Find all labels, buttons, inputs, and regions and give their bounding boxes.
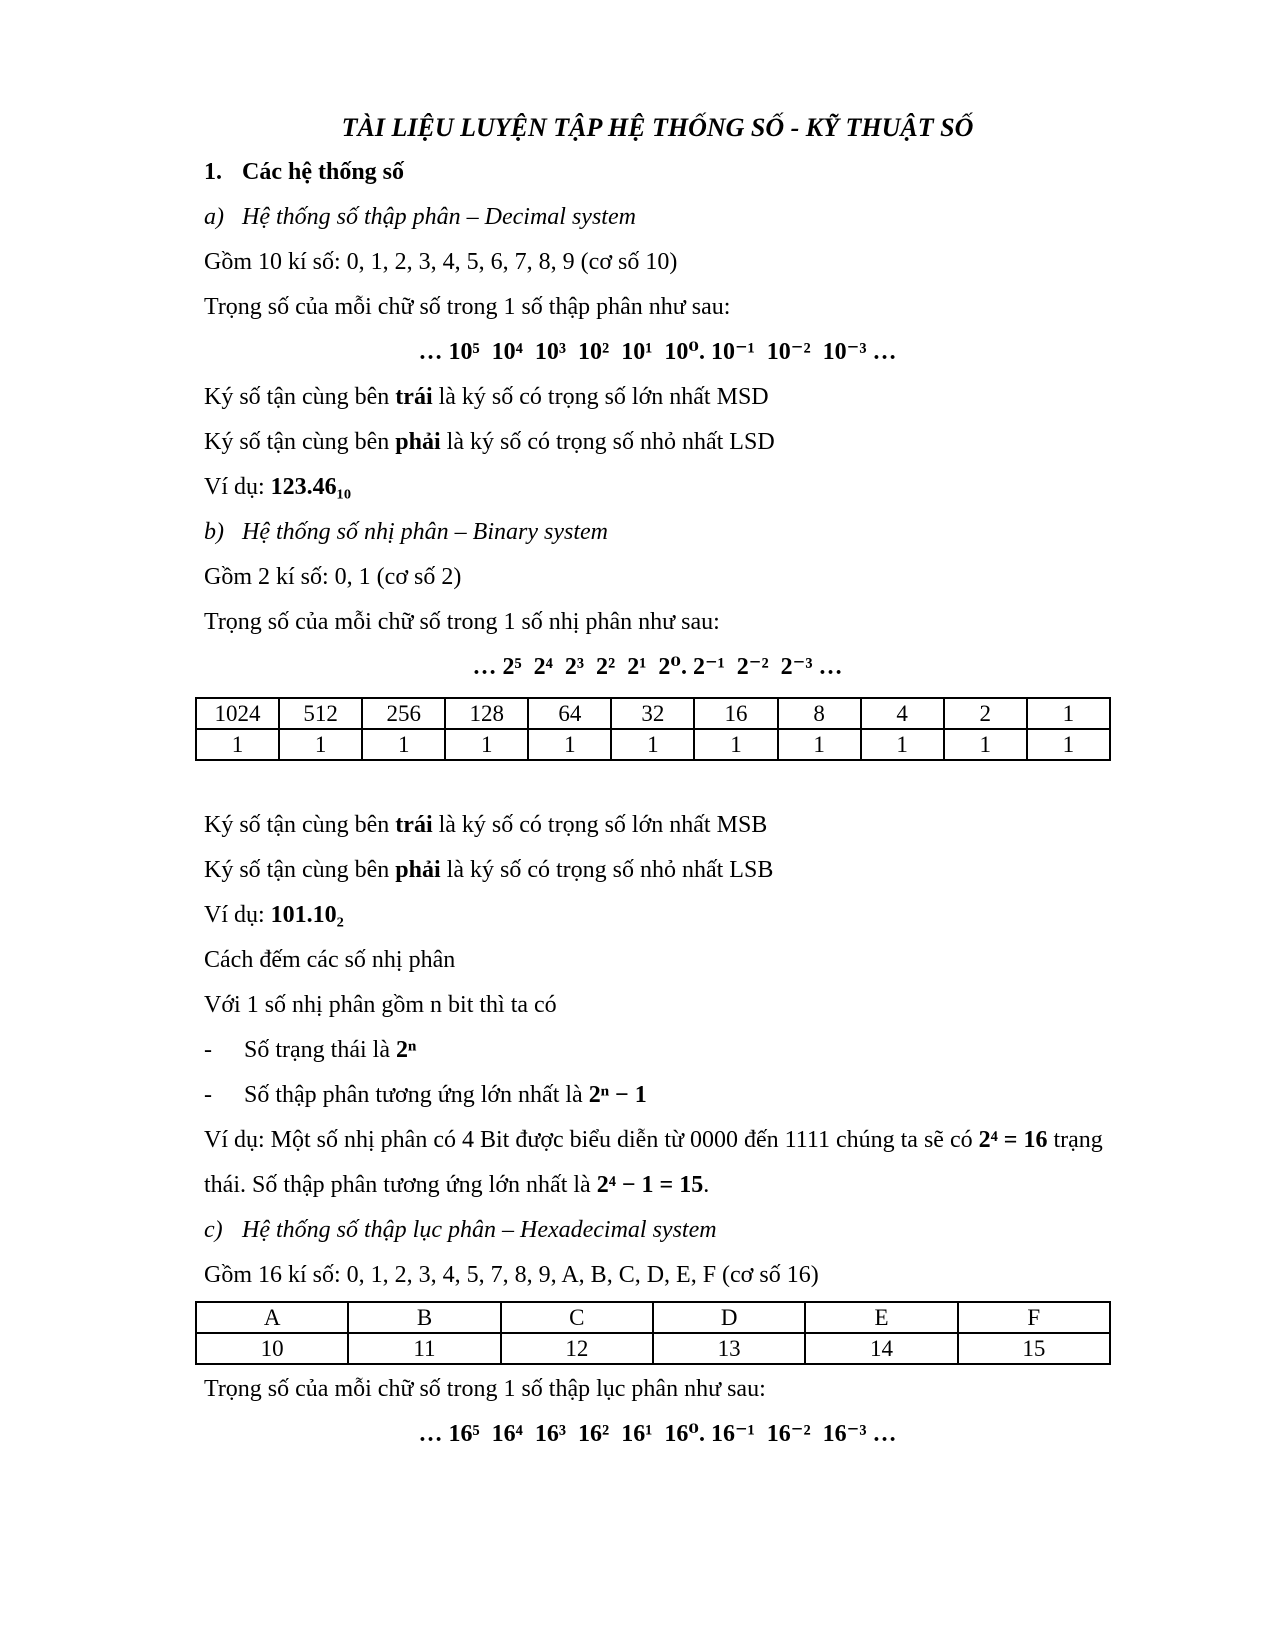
table-cell: 1 bbox=[944, 729, 1027, 760]
table-cell: B bbox=[348, 1302, 500, 1333]
binary-bits-row bbox=[196, 729, 1110, 760]
table-cell: D bbox=[653, 1302, 805, 1333]
subsection-a-title: Hệ thống số thập phân – Decimal system bbox=[242, 204, 636, 230]
table-cell: 128 bbox=[445, 698, 528, 729]
bullet-max-decimal bbox=[204, 1073, 1111, 1118]
binary-counting-title: Cách đếm các số nhị phân bbox=[204, 947, 456, 973]
section-1-title: Các hệ thống số bbox=[242, 159, 405, 185]
table-cell: 1 bbox=[279, 729, 362, 760]
example4-math-3: 2⁴ − 1 = 15 bbox=[596, 1172, 704, 1198]
binary-4bit-example bbox=[204, 1118, 1111, 1208]
binary-example-label: Ví dụ: bbox=[204, 902, 271, 928]
lsb-note-suffix: là ký số có trọng số nhỏ nhất LSB bbox=[440, 857, 774, 883]
lsb-bold-word: phải bbox=[395, 857, 441, 883]
table-cell: 1 bbox=[1027, 729, 1110, 760]
table-cell: 1 bbox=[611, 729, 694, 760]
msd-note-suffix: là ký số có trọng số lớn nhất MSD bbox=[432, 384, 769, 410]
lsb-note-prefix: Ký số tận cùng bên bbox=[204, 857, 396, 883]
msd-bold-word: trái bbox=[395, 384, 433, 410]
table-cell: 15 bbox=[958, 1333, 1110, 1364]
binary-digits-paragraph: Gồm 2 kí số: 0, 1 (cơ số 2) bbox=[204, 564, 462, 590]
table-cell: 1 bbox=[196, 729, 279, 760]
binary-weights-intro: Trọng số của mỗi chữ số trong 1 số nhị phân như sau: bbox=[204, 609, 720, 635]
decimal-example-value: 123.46₁₀ bbox=[270, 474, 352, 500]
subsection-c-heading bbox=[204, 1208, 1111, 1253]
msb-note-prefix: Ký số tận cùng bên bbox=[204, 812, 396, 838]
binary-counting-intro: Với 1 số nhị phân gồm n bit thì ta có bbox=[204, 992, 557, 1018]
table-cell: 16 bbox=[694, 698, 777, 729]
example4-math-1: 2⁴ = bbox=[978, 1127, 1018, 1153]
table-cell: 1 bbox=[528, 729, 611, 760]
subsection-b-heading bbox=[204, 510, 1111, 555]
example4-text-4: . bbox=[703, 1172, 710, 1198]
example4-text-1: Ví dụ: Một số nhị phân có 4 Bit được biểu diễn từ 0000 đến 1111 chúng ta sẽ có bbox=[204, 1127, 979, 1153]
hex-letters-row bbox=[196, 1302, 1110, 1333]
decimal-example-label: Ví dụ: bbox=[204, 474, 271, 500]
msd-note-prefix: Ký số tận cùng bên bbox=[204, 384, 396, 410]
hex-letters-table bbox=[195, 1301, 1111, 1365]
subsection-a-heading bbox=[204, 195, 1111, 240]
msb-bold-word: trái bbox=[395, 812, 433, 838]
table-cell: 14 bbox=[805, 1333, 957, 1364]
decimal-msd-note bbox=[204, 375, 1111, 420]
decimal-example bbox=[204, 465, 1111, 510]
table-cell: 1 bbox=[861, 729, 944, 760]
hex-weights-formula: … 16⁵ 16⁴ 16³ 16² 16¹ 16⁰. 16⁻¹ 16⁻² 16⁻³ … bbox=[418, 1421, 897, 1447]
subsection-b-title: Hệ thống số nhị phân – Binary system bbox=[242, 519, 608, 545]
table-cell: E bbox=[805, 1302, 957, 1333]
table-cell: 12 bbox=[501, 1333, 653, 1364]
bullet-states bbox=[204, 1028, 1111, 1073]
binary-msb-note bbox=[204, 803, 1111, 848]
table-cell: 1 bbox=[362, 729, 445, 760]
example4-text-3: trạng thái. Số thập phân tương ứng lớn nhất là bbox=[204, 1127, 1103, 1198]
table-cell: 32 bbox=[611, 698, 694, 729]
lsd-note-prefix: Ký số tận cùng bên bbox=[204, 429, 396, 455]
table-cell: 4 bbox=[861, 698, 944, 729]
table-cell: F bbox=[958, 1302, 1110, 1333]
table-cell: 1 bbox=[778, 729, 861, 760]
decimal-weights-formula: … 10⁵ 10⁴ 10³ 10² 10¹ 10⁰. 10⁻¹ 10⁻² 10⁻³ … bbox=[418, 339, 897, 365]
bullet-max-decimal-text bbox=[244, 1073, 647, 1118]
section-1-heading bbox=[204, 150, 1111, 195]
table-cell: 64 bbox=[528, 698, 611, 729]
table-cell: 1024 bbox=[196, 698, 279, 729]
subsection-c-title: Hệ thống số thập lục phân – Hexadecimal system bbox=[242, 1217, 717, 1243]
binary-weights-formula: … 2⁵ 2⁴ 2³ 2² 2¹ 2⁰. 2⁻¹ 2⁻² 2⁻³ … bbox=[472, 654, 843, 680]
lsd-note-suffix: là ký số có trọng số nhỏ nhất LSD bbox=[440, 429, 775, 455]
subsection-b-label: b) bbox=[204, 519, 224, 545]
table-cell: 2 bbox=[944, 698, 1027, 729]
subsection-a-label: a) bbox=[204, 204, 224, 230]
table-cell: 256 bbox=[362, 698, 445, 729]
hex-values-row bbox=[196, 1333, 1110, 1364]
table-cell: C bbox=[501, 1302, 653, 1333]
table-cell: 13 bbox=[653, 1333, 805, 1364]
decimal-weights-intro: Trọng số của mỗi chữ số trong 1 số thập phân như sau: bbox=[204, 294, 731, 320]
example4-math-2: 16 bbox=[1023, 1127, 1048, 1153]
decimal-digits-paragraph: Gồm 10 kí số: 0, 1, 2, 3, 4, 5, 6, 7, 8, 9 (cơ số 10) bbox=[204, 249, 678, 275]
bullet-dash: - bbox=[204, 1082, 212, 1108]
binary-lsb-note bbox=[204, 848, 1111, 893]
lsd-bold-word: phải bbox=[395, 429, 441, 455]
document-title: TÀI LIỆU LUYỆN TẬP HỆ THỐNG SỐ - KỸ THUẬT SỐ bbox=[341, 113, 974, 142]
table-cell: 1 bbox=[445, 729, 528, 760]
table-cell: 11 bbox=[348, 1333, 500, 1364]
bullet-states-label: Số trạng thái là bbox=[244, 1037, 396, 1063]
decimal-lsd-note bbox=[204, 420, 1111, 465]
binary-example bbox=[204, 893, 1111, 938]
bullet-states-math: 2ⁿ bbox=[395, 1037, 417, 1063]
table-cell: A bbox=[196, 1302, 348, 1333]
table-cell: 512 bbox=[279, 698, 362, 729]
subsection-c-label: c) bbox=[204, 1217, 223, 1243]
bullet-dash: - bbox=[204, 1037, 212, 1063]
table-cell: 1 bbox=[1027, 698, 1110, 729]
section-1-number: 1. bbox=[204, 159, 222, 185]
binary-weights-table bbox=[195, 697, 1111, 761]
bullet-max-decimal-math: 2ⁿ − 1 bbox=[588, 1082, 647, 1108]
table-cell: 10 bbox=[196, 1333, 348, 1364]
hex-weights-intro: Trọng số của mỗi chữ số trong 1 số thập lục phân như sau: bbox=[204, 1376, 766, 1402]
binary-weights-row bbox=[196, 698, 1110, 729]
bullet-states-text bbox=[244, 1028, 416, 1073]
msb-note-suffix: là ký số có trọng số lớn nhất MSB bbox=[432, 812, 768, 838]
table-cell: 1 bbox=[694, 729, 777, 760]
table-cell: 8 bbox=[778, 698, 861, 729]
bullet-max-decimal-label: Số thập phân tương ứng lớn nhất là bbox=[244, 1082, 589, 1108]
hex-digits-paragraph: Gồm 16 kí số: 0, 1, 2, 3, 4, 5, 7, 8, 9, A, B, C, D, E, F (cơ số 16) bbox=[204, 1262, 819, 1288]
binary-example-value: 101.10₂ bbox=[270, 902, 344, 928]
